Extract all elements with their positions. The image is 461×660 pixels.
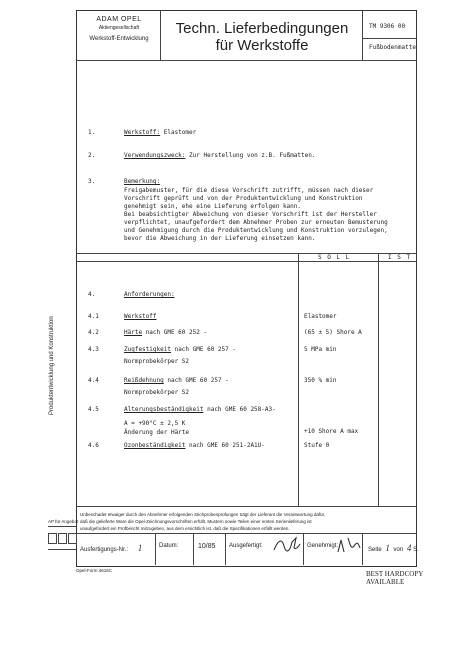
table-row [124,442,265,450]
requirement-method: nach GME 60 251-2A1U- [185,442,265,449]
company-subtitle: Aktiengesellschaft [98,25,140,31]
requirement-label: Ozonbeständigkeit [124,442,186,449]
section-3-label: Bemerkung: [124,178,161,185]
s-label: S. [413,547,419,553]
requirement-label: Alterungsbeständigkeit [124,406,204,413]
genehmigt-signature [336,534,362,556]
ausgefertigt-label: Ausgefertigt: [229,543,263,549]
notice-line: Unbeschadet etwaiger durch den Abnehmer erfolgenden Stichprobenprüfungen trägt der Lieferant die Verantwortung dafür, [80,512,326,517]
side-label: Produktentwicklung und Konstruktion [49,316,55,415]
best-hardcopy-stamp [366,570,423,586]
table-row [124,346,236,366]
left-margin-note: AP für Angebot [48,519,79,524]
section-2 [124,152,315,160]
footer-divider [193,533,194,565]
seite-label: Seite [368,547,382,553]
datum-value: 10/85 [198,543,216,550]
requirement-method: nach GME 60 257 - [163,377,229,384]
ausfertigung-label: Ausfertigungs-Nr.: [80,547,129,553]
requirement-detail: Änderung der Härte [124,429,190,436]
soll-header: S O L L [318,254,351,261]
header-bottom-line [76,60,416,61]
department-name: Werkstoff-Entwicklung [89,36,149,42]
ist-header: I S T [388,254,412,261]
requirement-method: nach GME 60 252 - [142,329,208,336]
ausgefertigt-signature [272,534,302,556]
header-divider-left [160,10,161,60]
table-bottom-line [76,506,416,507]
footer-divider [303,533,304,565]
remark-line: Vorschrift geprüft und von der Produktentwicklung und Konstruktion [124,195,363,202]
soll-value: +10 Shore A max [304,428,359,435]
table-row [124,406,276,437]
document-title [162,20,362,54]
section-2-number: 2. [88,152,96,159]
section-1 [124,129,196,137]
ausfertigung-field [80,543,142,553]
stamp-line-2: AVAILABLE [366,578,405,586]
remark-line: und Genehmigung durch die Produktentwicklung und Konstruktion vorzulegen, [124,227,388,234]
subject-label: Fußbodenmatte [369,44,416,51]
datum-field [159,543,178,549]
table-header-line [76,261,416,262]
soll-value: 350 % min [304,377,337,384]
footer-divider [225,533,226,565]
section-4-number: 4. [88,291,96,298]
header-divider-right [362,10,363,60]
requirement-label: Reißdehnung [124,377,164,384]
footer-divider [155,533,156,565]
checkbox-1 [48,533,57,544]
stamp-line-1: BEST HARDCOPY [366,570,424,578]
row-number: 4.6 [88,442,99,449]
requirement-method: nach GME 60 257 - [170,346,236,353]
checkbox-3 [68,533,77,544]
footer-divider [362,533,363,565]
notice-line: daß die gelieferte Ware die Opel-Zeichnungsvorschriften erfüllt. Mustern sowie Teilen einer ersten Serienlieferung ist [80,519,312,524]
requirement-label: Zugfestigkeit [124,346,171,353]
section-3-number: 3. [88,178,96,185]
von-value: 4 [406,543,412,553]
section-1-text: Elastomer [163,129,197,136]
page-count-field [368,543,419,553]
ausgefertigt-field [229,543,263,549]
notice-line: unaufgefordert ein Prüfbericht mitzugeben, aus dem ersichtlich ist, daß die Spezifikationen erfüllt werden. [80,526,290,531]
soll-value: Elastomer [304,313,337,320]
genehmigt-field [307,543,338,549]
left-margin-rule [48,549,76,550]
remark-line: verpflichtet, unaufgefordert dem Abnehmer Proben zur erneuten Bemusterung [124,219,388,226]
row-number: 4.2 [88,329,99,336]
section-1-number: 1. [88,129,96,136]
soll-value: (65 ± 5) Shore A [304,329,362,336]
remark-line: genehmigt sein, ehe eine Lieferung erfolgen kann. [124,203,302,210]
von-label: von [393,547,404,553]
requirement-method: nach GME 60 258-A3- [203,406,276,413]
tm-number: TM 9306 00 [369,23,406,30]
remark-line: Freigabemuster, für die diese Vorschrift zutrifft, müssen nach dieser [124,187,374,194]
row-number: 4.1 [88,313,99,320]
remark-line: Bei beabsichtigter Abweichung von dieser Vorschrift ist der Hersteller [124,211,377,218]
form-number: Opel-Form 4616C [76,568,113,573]
section-2-label: Verwendungszweck: [124,152,186,159]
genehmigt-label: Genehmigt: [307,543,339,549]
table-top-line [76,253,416,254]
seite-value: 1 [385,543,390,553]
row-number: 4.5 [88,406,99,413]
table-col-divider-soll [298,253,299,506]
title-line-2: für Werkstoffe [215,37,309,54]
soll-value: Stufe 0 [304,442,330,449]
soll-value: 5 MPa min [304,346,337,353]
table-row [124,313,157,321]
section-2-text: Zur Herstellung von z.B. Fußmatten. [189,152,316,159]
row-number: 4.4 [88,377,99,384]
datum-label: Datum: [159,543,179,549]
section-1-label: Werkstoff: [124,129,161,136]
table-row [124,329,207,337]
row-number: 4.3 [88,346,99,353]
checkbox-2 [58,533,67,544]
left-margin-rule [48,526,76,527]
requirement-label: Härte [124,329,143,336]
footer-top-line [76,533,416,534]
requirement-detail: A = +90°C ± 2,5 K [124,420,186,427]
responsibility-notice [80,511,414,532]
company-name: ADAM OPEL [96,16,142,23]
requirement-label: Werkstoff [124,313,157,320]
title-line-1: Techn. Lieferbedingungen [175,20,349,37]
ausfertigung-value: 1 [137,543,143,553]
company-block [80,16,158,43]
table-row [124,377,229,397]
remark-line: bevor die Abweichung in der Lieferung einsetzen kann. [124,235,316,242]
table-col-divider-ist [378,253,379,506]
section-3-body [124,187,388,243]
requirement-detail: Normprobekörper S2 [124,358,190,365]
header-right-midline [362,38,416,39]
page-frame [76,10,417,567]
section-4-label: Anforderungen: [124,291,175,298]
requirement-detail: Normprobekörper S2 [124,389,190,396]
